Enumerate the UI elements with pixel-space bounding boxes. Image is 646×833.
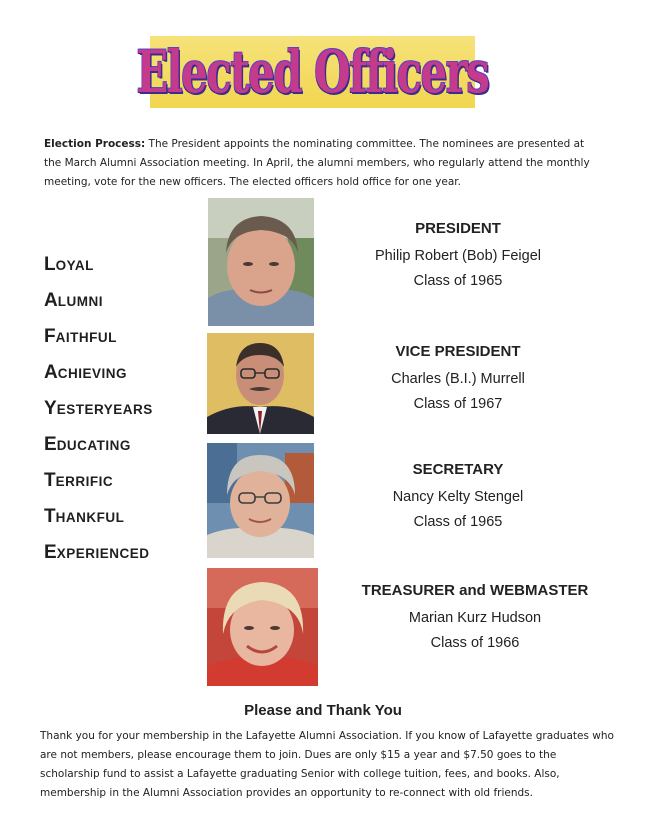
officer-class: Class of 1967	[413, 396, 503, 412]
acrostic-initial: Y	[44, 398, 57, 419]
thanks-heading: Please and Thank You	[244, 702, 402, 719]
acrostic-word: DUCATING	[56, 438, 131, 453]
secretary-portrait	[207, 443, 314, 558]
president-photo	[208, 198, 314, 326]
acrostic-row	[44, 470, 214, 506]
officer-name: Marian Kurz Hudson	[408, 610, 542, 626]
thanks-paragraph: Thank you for your membership in the Lafayette Alumni Association. If you know of Lafayette graduates who are not members, please encourage them to join. Dues are only $15 a year and $7.50 goes to the scholarship fund to assist a Lafayette graduating Senior with college tuition, fees, and books. Also, membership in the Alumni Association provides an opportunity to re-connect with old friends.	[40, 730, 614, 799]
treasurer-photo	[207, 568, 318, 686]
acrostic-word: ESTERYEARS	[56, 402, 153, 417]
officer-vice-president	[343, 343, 573, 417]
acrostic-row	[44, 290, 214, 326]
officer-class: Class of 1966	[430, 635, 520, 651]
officer-secretary	[343, 461, 573, 535]
president-portrait	[208, 198, 314, 326]
treasurer-portrait	[207, 568, 318, 686]
officer-name: Nancy Kelty Stengel	[392, 489, 524, 505]
election-process-paragraph	[44, 135, 600, 192]
acrostic-word: AITHFUL	[55, 330, 117, 345]
acrostic-word: OYAL	[55, 258, 94, 273]
acrostic-row	[44, 362, 214, 398]
acrostic-row	[44, 434, 214, 470]
acrostic-row	[44, 398, 214, 434]
acrostic-initial: E	[44, 542, 57, 563]
officer-role: VICE PRESIDENT	[395, 343, 521, 360]
election-process-label: Election Process:	[44, 138, 146, 150]
acrostic-word: CHIEVING	[57, 366, 127, 381]
acrostic-initial: A	[44, 290, 58, 311]
acrostic-initial: T	[44, 470, 56, 491]
vice-president-photo	[207, 333, 314, 434]
elected-officers-banner	[136, 36, 489, 108]
officer-role: TREASURER and WEBMASTER	[361, 582, 589, 599]
officer-class: Class of 1965	[413, 514, 503, 530]
acrostic-row	[44, 542, 214, 578]
acrostic-row	[44, 326, 214, 362]
acrostic-row	[44, 254, 214, 290]
officer-name: Charles (B.I.) Murrell	[391, 371, 525, 387]
banner-title: Elected Officers	[136, 38, 489, 106]
acrostic-initial: L	[44, 254, 56, 275]
officer-role: SECRETARY	[412, 461, 504, 478]
officer-role: PRESIDENT	[415, 220, 501, 237]
acrostic-word: ERRIFIC	[55, 474, 114, 489]
secretary-photo	[207, 443, 314, 558]
acrostic-initial: E	[44, 434, 57, 455]
acrostic-initial: T	[44, 506, 56, 527]
acrostic-initial: A	[44, 362, 58, 383]
acrostic-word: HANKFUL	[55, 510, 125, 525]
officer-class: Class of 1965	[413, 273, 503, 289]
acrostic-initial: F	[44, 326, 56, 347]
lafayette-acrostic	[44, 254, 214, 578]
election-process-text: The President appoints the nominating committee. The nominees are presented at the March Alumni Association meeting. In April, the alumni members, who regularly attend the monthly meeting, vote for the new officers. The elected officers hold office for one year.	[44, 138, 590, 188]
acrostic-row	[44, 506, 214, 542]
vice-president-portrait	[207, 333, 314, 434]
officer-president	[343, 220, 573, 294]
officer-treasurer-webmaster	[360, 582, 590, 656]
officer-name: Philip Robert (Bob) Feigel	[374, 248, 542, 264]
acrostic-word: XPERIENCED	[56, 546, 150, 561]
acrostic-word: LUMNI	[57, 294, 103, 309]
